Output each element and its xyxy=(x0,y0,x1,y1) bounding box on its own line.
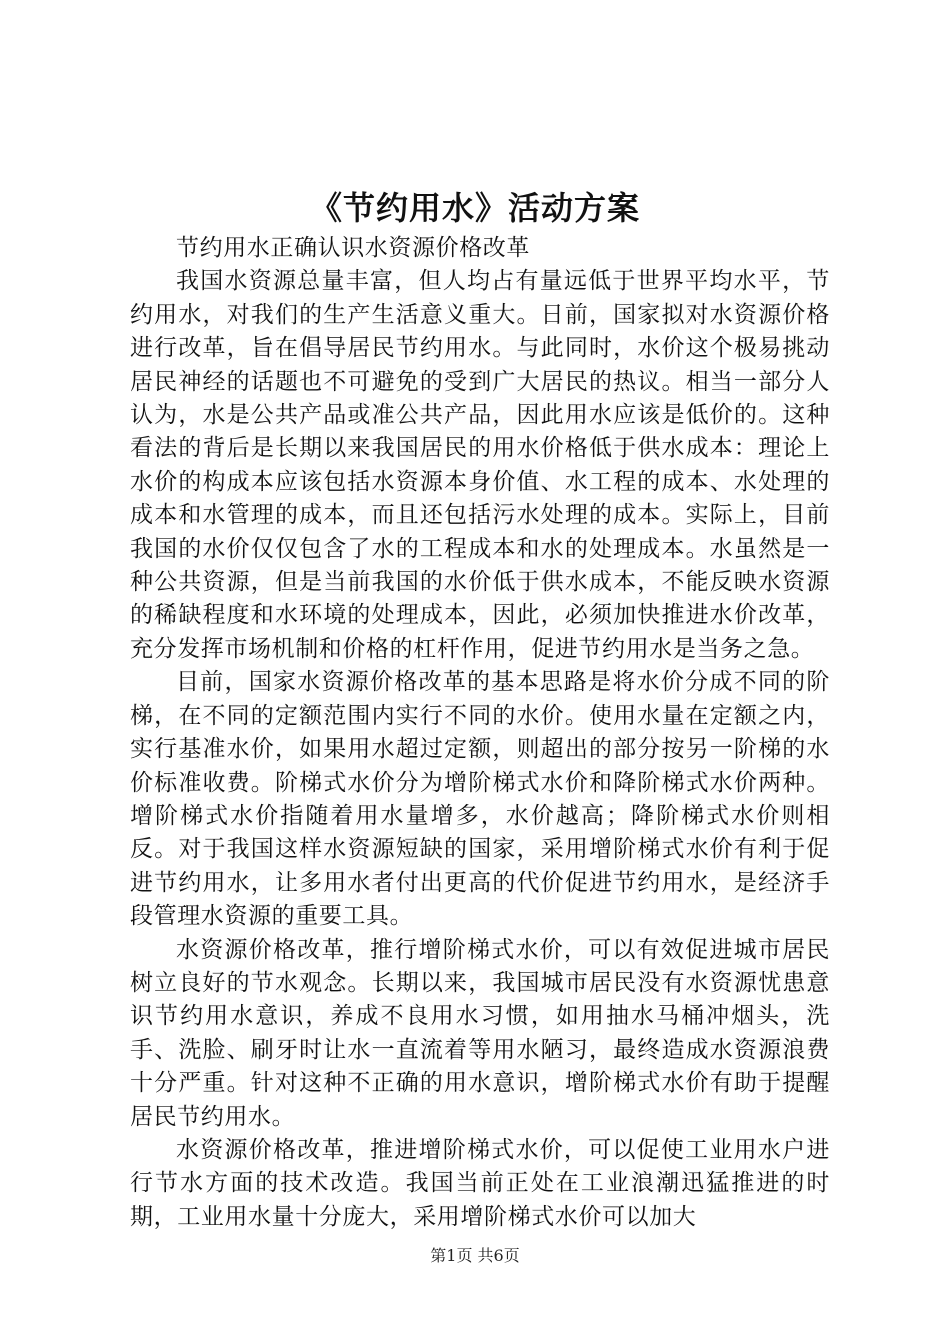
page-footer: 第1页 共6页 xyxy=(430,1246,520,1265)
document-title: 《节约用水》活动方案 xyxy=(309,189,640,227)
body-paragraph: 水资源价格改革，推行增阶梯式水价，可以有效促进城市居民树立良好的节水观念。长期以来，我国城市居民没有水资源忧患意识节约用水意识，养成不良用水习惯，如用抽水马桶冲烟头，洗手、洗脸、刷牙时让水一直流着等用水陋习，最终造成水资源浪费十分严重。针对这种不正确的用水意识，增阶梯式水价有助于提醒居民节约用水。 xyxy=(130,936,830,1130)
subtitle-paragraph: 节约用水正确认识水资源价格改革 xyxy=(176,235,530,261)
body-paragraph: 我国水资源总量丰富，但人均占有量远低于世界平均水平，节约用水，对我们的生产生活意义重大。日前，国家拟对水资源价格进行改革，旨在倡导居民节约用水。与此同时，水价这个极易挑动居民神经的话题也不可避免的受到广大居民的热议。相当一部分人认为，水是公共产品或准公共产品，因此用水应该是低价的。这种看法的背后是长期以来我国居民的用水价格低于供水成本：理论上水价的构成本应该包括水资源本身价值、水工程的成本、水处理的成本和水管理的成本，而且还包括污水处理的成本。实际上，目前我国的水价仅仅包含了水的工程成本和水的处理成本。水虽然是一种公共资源，但是当前我国的水价低于供水成本，不能反映水资源的稀缺程度和水环境的处理成本，因此，必须加快推进水价改革，充分发挥市场机制和价格的杠杆作用，促进节约用水是当务之急。 xyxy=(130,268,830,662)
body-paragraph: 目前，国家水资源价格改革的基本思路是将水价分成不同的阶梯，在不同的定额范围内实行不同的水价。使用水量在定额之内，实行基准水价，如果用水超过定额，则超出的部分按另一阶梯的水价标准收费。阶梯式水价分为增阶梯式水价和降阶梯式水价两种。增阶梯式水价指随着用水量增多，水价越高；降阶梯式水价则相反。对于我国这样水资源短缺的国家，采用增阶梯式水价有利于促进节约用水，让多用水者付出更高的代价促进节约用水，是经济手段管理水资源的重要工具。 xyxy=(130,669,830,930)
document-body xyxy=(130,232,830,1234)
body-paragraph: 水资源价格改革，推进增阶梯式水价，可以促使工业用水户进行节水方面的技术改造。我国当前正处在工业浪潮迅猛推进的时期，工业用水量十分庞大，采用增阶梯式水价可以加大 xyxy=(130,1136,830,1230)
